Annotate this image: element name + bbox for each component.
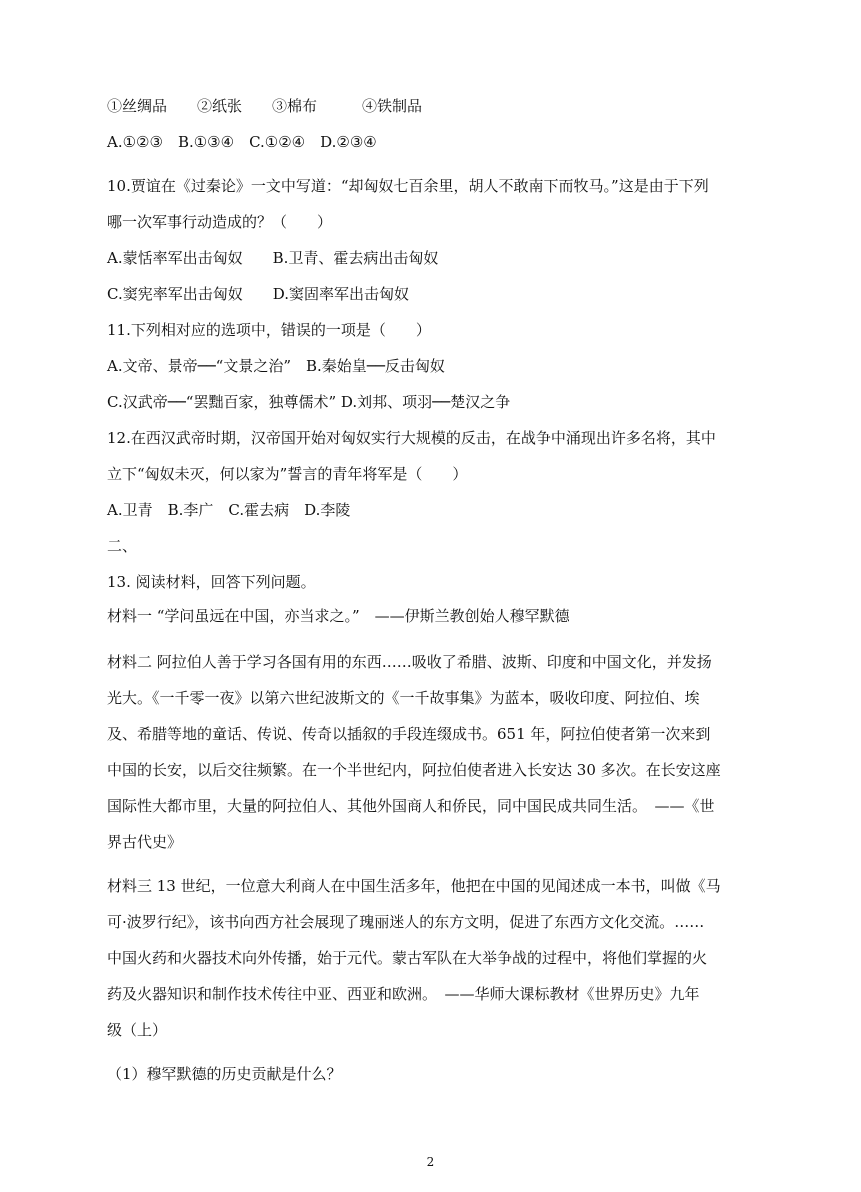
material-3-line4: 药及火器知识和制作技术传往中亚、西亚和欧洲。 ——华师大课标教材《世界历史》九年: [107, 985, 700, 1003]
material-3-line3: 中国火药和火器技术向外传播，始于元代。蒙古军队在大举争战的过程中，将他们掌握的火: [107, 949, 708, 967]
q12-stem-line2: 立下“匈奴未灭，何以家为”誓言的青年将军是（ ）: [107, 465, 468, 483]
q13-stem: 13. 阅读材料，回答下列问题。: [107, 573, 316, 591]
q10-stem-line1: 10.贾谊在《过秦论》一文中写道：“却匈奴七百余里，胡人不敢南下而牧马。”这是由于下列: [107, 177, 709, 195]
q11-options-cd: C.汉武帝──“罢黜百家，独尊儒术” D.刘邦、项羽──楚汉之争: [107, 393, 511, 411]
q10-options-cd: C.窦宪率军出击匈奴 D.窦固率军出击匈奴: [107, 285, 409, 303]
q11-options-ab: A.文帝、景帝──“文景之治” B.秦始皇──反击匈奴: [107, 357, 445, 375]
material-1: 材料一 “学问虽远在中国，亦当求之。” ——伊斯兰教创始人穆罕默德: [107, 607, 570, 625]
material-3-line1: 材料三 13 世纪，一位意大利商人在中国生活多年，他把在中国的见闻述成一本书，叫做《马: [107, 877, 721, 895]
q12-options: A.卫青 B.李广 C.霍去病 D.李陵: [107, 501, 351, 519]
q9-options: A.①②③ B.①③④ C.①②④ D.②③④: [107, 133, 377, 151]
material-2-line5: 国际性大都市里，大量的阿拉伯人、其他外国商人和侨民，同中国民成共同生活。 ——《世: [107, 797, 715, 815]
material-3-source: 级（上）: [107, 1021, 168, 1039]
material-2-line1: 材料二 阿拉伯人善于学习各国有用的东西……吸收了希腊、波斯、印度和中国文化，并发扬: [107, 653, 712, 671]
q13-subquestion-1: （1）穆罕默德的历史贡献是什么？: [107, 1065, 342, 1083]
q10-stem-line2: 哪一次军事行动造成的？（ ）: [107, 213, 333, 231]
q10-options-ab: A.蒙恬率军出击匈奴 B.卫青、霍去病出击匈奴: [107, 249, 439, 267]
material-2-line3: 及、希腊等地的童话、传说、传奇以插叙的手段连缀成书。651 年，阿拉伯使者第一次来到: [107, 725, 711, 743]
material-2-line2: 光大。《一千零一夜》以第六世纪波斯文的《一千故事集》为蓝本，吸收印度、阿拉伯、埃: [107, 689, 700, 707]
q9-items: ①丝绸品 ②纸张 ③棉布 ④铁制品: [107, 97, 423, 115]
material-3-line2: 可·波罗行纪》，该书向西方社会展现了瑰丽迷人的东方文明，促进了东西方文化交流。……: [107, 913, 705, 931]
section-heading: 二、: [107, 537, 138, 555]
material-2-line4: 中国的长安，以后交往频繁。在一个半世纪内，阿拉伯使者进入长安达 30 多次。在长安这座: [107, 761, 721, 779]
q11-stem: 11.下列相对应的选项中，错误的一项是（ ）: [107, 321, 431, 339]
q12-stem-line1: 12.在西汉武帝时期，汉帝国开始对匈奴实行大规模的反击，在战争中涌现出许多名将，其中: [107, 429, 716, 447]
material-2-source: 界古代史》: [107, 833, 183, 851]
page-number: 2: [426, 1155, 435, 1169]
